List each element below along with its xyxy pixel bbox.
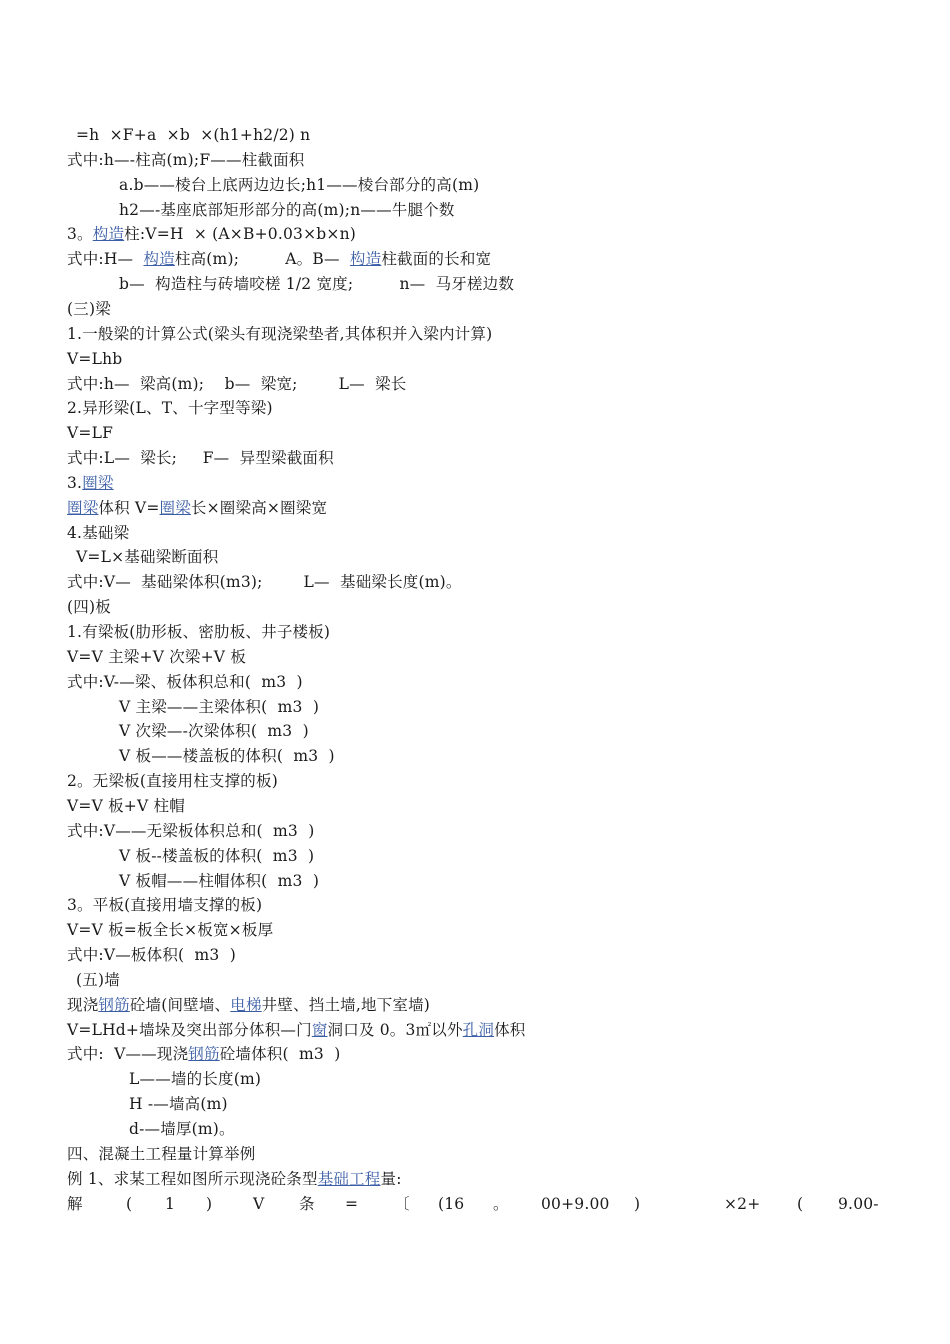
text-line [67, 521, 129, 546]
text-line [67, 1167, 402, 1192]
text-run: d-—墙厚(m)。 [129, 1120, 235, 1138]
text-line [76, 545, 218, 570]
inline-link[interactable]: 构造 [92, 225, 125, 243]
text-line [76, 123, 310, 148]
justified-token: ( [797, 1195, 804, 1213]
text-run: 体积 [494, 1021, 526, 1039]
text-run: V 主梁——主梁体积( m3 ) [119, 698, 320, 716]
text-line [67, 372, 406, 397]
inline-link[interactable]: 钢筋 [98, 996, 130, 1014]
inline-link[interactable]: 基础工程 [317, 1170, 381, 1188]
text-run: V 次梁—-次梁体积( m3 ) [119, 722, 309, 740]
text-run: 式中:V——无梁板体积总和( m3 ) [67, 822, 315, 840]
inline-link[interactable]: 圈梁 [82, 474, 114, 492]
text-line [67, 396, 273, 421]
text-line [129, 1067, 261, 1092]
text-line [67, 322, 492, 347]
text-run: V 板——楼盖板的体积( m3 ) [119, 747, 335, 765]
justified-token: (16 [438, 1195, 465, 1213]
text-run: 量: [380, 1170, 402, 1188]
justified-token: 〔 [394, 1195, 410, 1213]
text-run: H -—墙高(m) [129, 1095, 228, 1113]
justified-token: = [345, 1195, 359, 1213]
text-line [119, 744, 335, 769]
text-line [67, 297, 111, 322]
text-line [67, 794, 185, 819]
text-run: 1.有梁板(肋形板、密肋板、井子楼板) [67, 623, 331, 641]
text-line [67, 570, 462, 595]
justified-token: V [253, 1195, 265, 1213]
text-line [67, 670, 303, 695]
text-line [119, 272, 514, 297]
text-line [67, 148, 305, 173]
text-run: 现浇 [67, 996, 99, 1014]
text-run: 4.基础梁 [67, 524, 130, 542]
text-run: b— 构造柱与砖墙咬槎 1/2 宽度; n— 马牙槎边数 [119, 275, 515, 293]
text-line [119, 719, 309, 744]
text-line [129, 1092, 228, 1117]
text-line [67, 893, 262, 918]
text-line [67, 645, 246, 670]
text-line [67, 347, 122, 372]
text-run: 四、混凝土工程量计算举例 [67, 1145, 256, 1163]
justified-token: 条 [299, 1195, 315, 1213]
text-run: 柱高(m); A。B— [174, 250, 350, 268]
text-run: 3。平板(直接用墙支撑的板) [67, 896, 263, 914]
text-run: L——墙的长度(m) [129, 1070, 262, 1088]
text-run: (三)梁 [67, 300, 111, 318]
text-run: (五)墙 [76, 971, 120, 989]
inline-link[interactable]: 构造 [143, 250, 175, 268]
text-run: 式中:V—板体积( m3 ) [67, 946, 236, 964]
justified-token: 9.00- [838, 1195, 879, 1213]
text-line [67, 496, 327, 521]
text-run: =h ×F+a ×b ×(h1+h2/2) n [76, 126, 311, 144]
justified-token: 解 [67, 1195, 83, 1213]
text-line [119, 844, 314, 869]
text-line [76, 968, 120, 993]
text-run: 式中:V— 基础梁体积(m3); L— 基础梁长度(m)。 [67, 573, 462, 591]
inline-link[interactable]: 构造 [349, 250, 382, 268]
text-line [67, 1142, 255, 1167]
text-run: V=V 板=板全长×板宽×板厚 [67, 921, 274, 939]
text-run: 体积 V= [98, 499, 160, 517]
inline-link[interactable]: 孔洞 [462, 1021, 495, 1039]
justified-token: ) [634, 1195, 641, 1213]
text-run: V 板--楼盖板的体积( m3 ) [119, 847, 315, 865]
justified-token: ×2+ [724, 1195, 761, 1213]
text-run: 2.异形梁(L、T、十字型等梁) [67, 399, 273, 417]
text-run: 式中:h— 梁高(m); b— 梁宽; L— 梁长 [67, 375, 407, 393]
text-run: 柱截面的长和宽 [381, 250, 492, 268]
text-run: V=V 主梁+V 次梁+V 板 [67, 648, 247, 666]
text-line [67, 222, 356, 247]
text-line [67, 918, 273, 943]
text-run: 洞口及 0。3㎡以外 [327, 1021, 463, 1039]
text-run: V 板帽——柱帽体积( m3 ) [119, 872, 320, 890]
justified-token: 1 [165, 1195, 176, 1213]
text-run: 式中: V——现浇 [67, 1045, 189, 1063]
text-run: V=V 板+V 柱帽 [67, 797, 185, 815]
text-line [67, 769, 278, 794]
text-line [67, 1018, 525, 1043]
text-line [67, 247, 491, 272]
text-run: 式中:h—-柱高(m);F——柱截面积 [67, 151, 305, 169]
text-run: a.b——棱台上底两边边长;h1——棱台部分的高(m) [119, 176, 480, 194]
text-run: 3。 [67, 225, 93, 243]
inline-link[interactable]: 圈梁 [67, 499, 99, 517]
text-run: 柱:V=H × (A×B+0.03×b×n) [124, 225, 357, 243]
text-line [67, 471, 114, 496]
text-line [119, 198, 455, 223]
text-run: 长×圈梁高×圈梁宽 [190, 499, 328, 517]
text-run: 2。无梁板(直接用柱支撑的板) [67, 772, 278, 790]
justified-token: ( [126, 1195, 133, 1213]
inline-link[interactable]: 电梯 [230, 996, 262, 1014]
text-line [119, 695, 319, 720]
text-run: 1.一般梁的计算公式(梁头有现浇梁垫者,其体积并入梁内计算) [67, 325, 493, 343]
text-run: 砼墙(间壁墙、 [129, 996, 231, 1014]
text-run: 井壁、挡土墙,地下室墙) [261, 996, 431, 1014]
text-line [67, 595, 111, 620]
inline-link[interactable]: 窗 [311, 1021, 328, 1039]
text-run: V=LHd+墙垛及突出部分体积—门 [67, 1021, 312, 1039]
text-run: 例 1、求某工程如图所示现浇砼条型 [67, 1170, 318, 1188]
text-run: 式中:V-—梁、板体积总和( m3 ) [67, 673, 303, 691]
text-run: 式中:H— [67, 250, 144, 268]
text-line [67, 993, 430, 1018]
text-run: V=LF [67, 424, 114, 442]
text-line [119, 869, 319, 894]
text-run: 3. [67, 474, 83, 492]
justified-token: 00+9.00 [541, 1195, 610, 1213]
text-line [119, 173, 479, 198]
inline-link[interactable]: 钢筋 [188, 1045, 220, 1063]
text-line [67, 446, 334, 471]
inline-link[interactable]: 圈梁 [159, 499, 191, 517]
text-line [67, 819, 314, 844]
text-run: (四)板 [67, 598, 111, 616]
text-run: 砼墙体积( m3 ) [219, 1045, 341, 1063]
text-line [67, 943, 236, 968]
text-line [67, 421, 113, 446]
text-run: V=Lhb [67, 350, 123, 368]
justified-token: 。 [493, 1195, 509, 1213]
text-line [129, 1117, 235, 1142]
text-run: h2—-基座底部矩形部分的高(m);n——牛腿个数 [119, 201, 455, 219]
text-run: 式中:L— 梁长; F— 异型梁截面积 [67, 449, 334, 467]
justified-token: ) [206, 1195, 213, 1213]
text-run: V=L×基础梁断面积 [76, 548, 219, 566]
text-line [67, 620, 330, 645]
text-line [67, 1042, 340, 1067]
